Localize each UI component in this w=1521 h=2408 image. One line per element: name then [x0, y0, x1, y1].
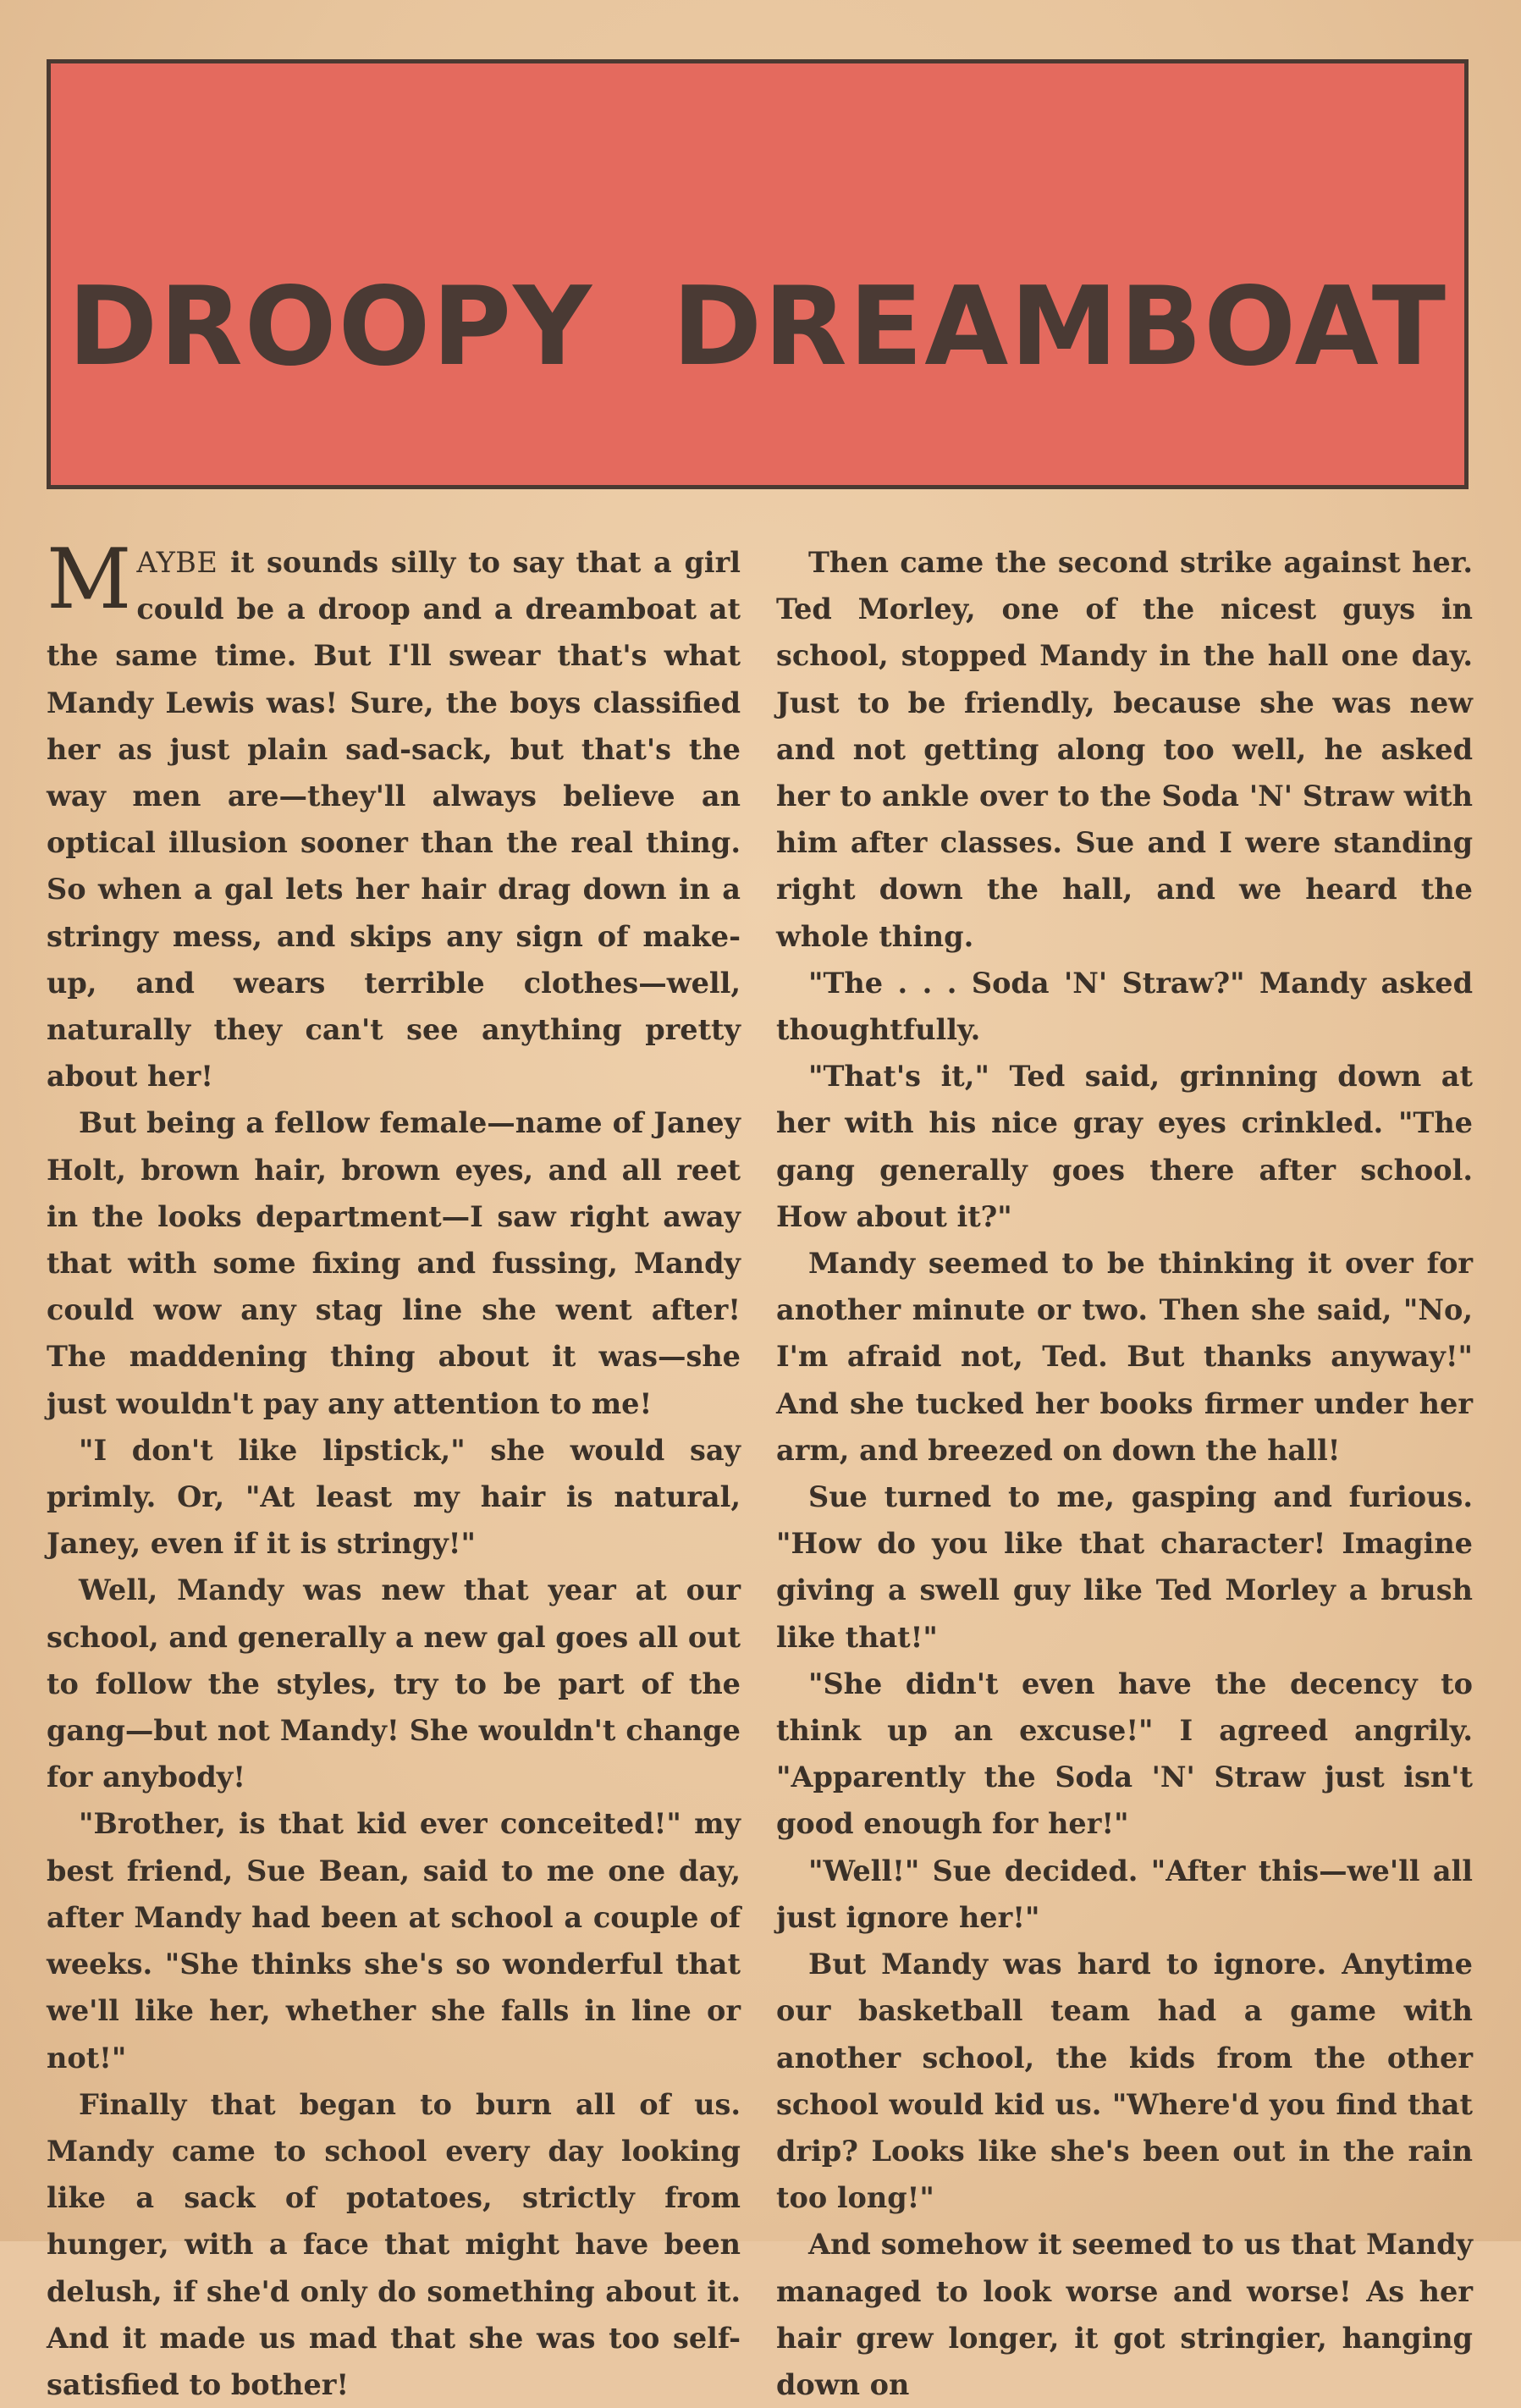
title-banner: [47, 59, 1469, 489]
right-column: [776, 539, 1473, 2408]
paragraph: But Mandy was hard to ignore. Anytime our basketball team had a game with another school, the kids from the other school would kid us. "Where'd you find that drip? Looks like she's been out in the rain too long!": [776, 1948, 1473, 2215]
paragraph: Finally that began to burn all of us. Mandy came to school every day looking like a sack of potatoes, strictly from hunger, with a face that might have been delush, if she'd only do something about it. And it made us mad that she was too self-satisfied to bother!: [47, 2087, 741, 2401]
lead-in: AYBE: [136, 546, 218, 579]
drop-cap: M: [47, 532, 132, 628]
paragraph: "She didn't even have the decency to think up an excuse!" I agreed angrily. "Apparently the Soda 'N' Straw just isn't good enough for her!": [776, 1667, 1473, 1841]
paragraph: "The . . . Soda 'N' Straw?" Mandy asked thoughtfully.: [776, 966, 1473, 1047]
paragraph: And somehow it seemed to us that Mandy managed to look worse and worse! As her hair grew longer, it got stringier, hanging down on: [776, 2228, 1473, 2401]
paragraph: "Brother, is that kid ever conceited!" my best friend, Sue Bean, said to me one day, after Mandy had been at school a couple of weeks. "She thinks she's so wonderful that we'll like her, whether she falls in line or not!": [47, 1807, 741, 2075]
paragraph: "Well!" Sue decided. "After this—we'll all just ignore her!": [776, 1854, 1473, 1934]
paragraph: Well, Mandy was new that year at our school, and generally a new gal goes all out to follow the styles, try to be part of the gang—but not Mandy! She wouldn't change for anybody!: [47, 1573, 741, 1794]
paragraph: Mandy seemed to be thinking it over for another minute or two. Then she said, "No, I'm afraid not, Ted. But thanks anyway!" And she tucked her books firmer under her arm, and breezed on down the hall!: [776, 1247, 1473, 1467]
paragraph: Sue turned to me, gasping and furious. "How do you like that character! Imagine giving a swell guy like Ted Morley a brush like that!": [776, 1480, 1473, 1654]
paragraph: Then came the second strike against her. Ted Morley, one of the nicest guys in school, stopped Mandy in the hall one day. Just to be friendly, because she was new and not getting along too well, he asked her to ankle over to the Soda 'N' Straw with him after classes. Sue and I were standing right down the hall, and we heard the whole thing.: [776, 546, 1473, 953]
paragraph: But being a fellow female—name of Janey Holt, brown hair, brown eyes, and all reet in the looks department—I saw right away that with some fixing and fussing, Mandy could wow any stag line she went after! The maddening thing about it was—she just wouldn't pay any attention to me!: [47, 1106, 741, 1420]
paragraph: "I don't like lipstick," she would say primly. Or, "At least my hair is natural, Janey, even if it is stringy!": [47, 1433, 741, 1561]
paragraph: [47, 532, 741, 1099]
left-column: [47, 532, 741, 2408]
paragraph-text: it sounds silly to say that a girl could be a droop and a dreamboat at the same time. But I'll swear that's what Mandy Lewis was! Sure, the boys classified her as just plain sad-sack, but that's the way men are—they'll always believe an optical illusion sooner than the real thing. So when a gal lets her hair drag down in a stringy mess, and skips any sign of make-up, and wears terrible clothes—well, naturally they can't see anything pretty about her!: [47, 546, 741, 1094]
paragraph: "That's it," Ted said, grinning down at her with his nice gray eyes crinkled. "The gang generally goes there after school. How about it?": [776, 1060, 1473, 1233]
story-title: DROOPY DREAMBOAT: [67, 264, 1448, 390]
